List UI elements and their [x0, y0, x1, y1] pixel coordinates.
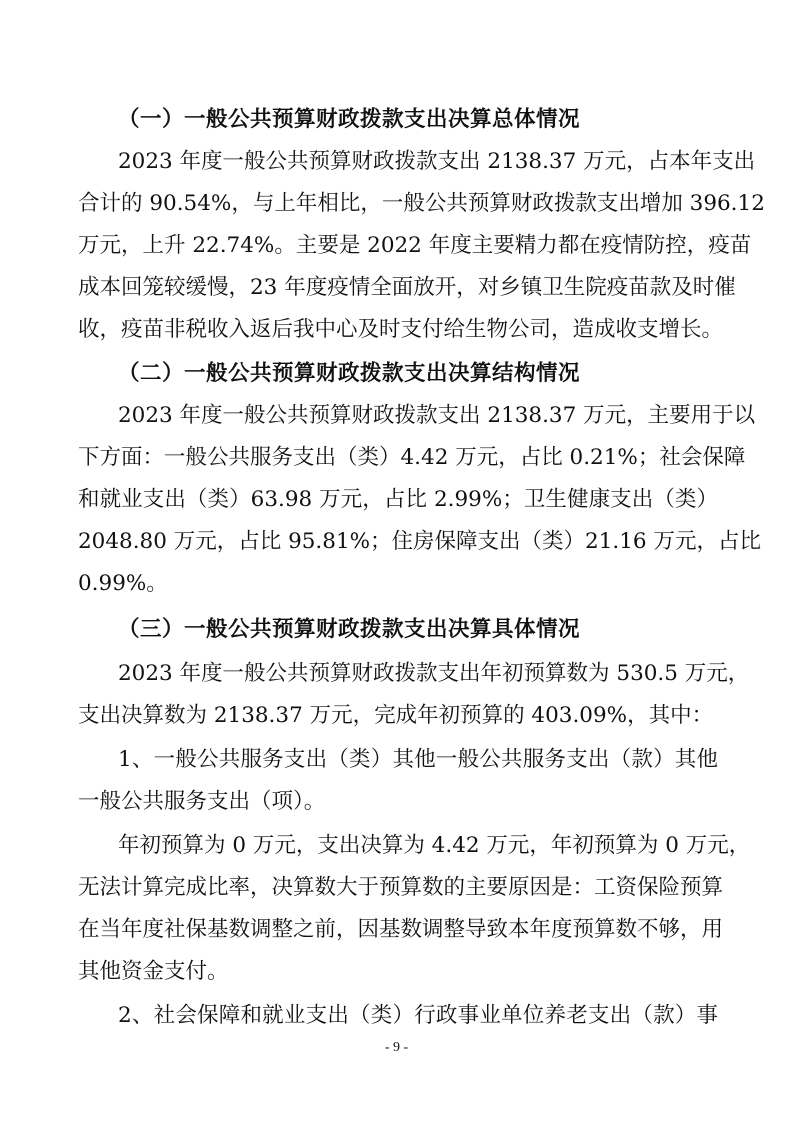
paragraph-line: 2、社会保障和就业支出（类）行政事业单位养老支出（款）事: [118, 1003, 718, 1028]
paragraph-line: 和就业支出（类）63.98 万元，占比 2.99%；卫生健康支出（类）: [78, 487, 718, 512]
paragraph-line: 在当年度社保基数调整之前，因基数调整导致本年度预算数不够，用: [78, 917, 724, 942]
paragraph-line: 2023 年度一般公共预算财政拨款支出年初预算数为 530.5 万元，: [118, 661, 750, 686]
paragraph-line: 其他资金支付。: [78, 959, 229, 984]
paragraph-line: 收，疫苗非税收入返后我中心及时支付给生物公司，造成收支增长。: [78, 317, 724, 342]
paragraph-line: 下方面：一般公共服务支出（类）4.42 万元，占比 0.21%；社会保障: [78, 445, 746, 470]
page-number: - 9 -: [384, 1040, 409, 1055]
paragraph-line: 0.99%。: [78, 571, 168, 596]
paragraph-line: 2048.80 万元，占比 95.81%；住房保障支出（类）21.16 万元，占比: [78, 529, 761, 554]
paragraph-line: 2023 年度一般公共预算财政拨款支出 2138.37 万元，占本年支出: [118, 149, 756, 174]
paragraph-line: 成本回笼较缓慢，23 年度疫情全面放开，对乡镇卫生院疫苗款及时催: [78, 275, 736, 300]
paragraph-line: 1、一般公共服务支出（类）其他一般公共服务支出（款）其他: [118, 747, 718, 772]
paragraph-line: 无法计算完成比率，决算数大于预算数的主要原因是：工资保险预算: [78, 875, 724, 900]
paragraph-line: 合计的 90.54%，与上年相比，一般公共预算财政拨款支出增加 396.12: [78, 191, 765, 216]
paragraph-line: 年初预算为 0 万元，支出决算为 4.42 万元，年初预算为 0 万元，: [118, 833, 751, 858]
section-heading-2: （二）一般公共预算财政拨款支出决算结构情况: [118, 361, 581, 386]
paragraph-line: 2023 年度一般公共预算财政拨款支出 2138.37 万元，主要用于以: [118, 403, 756, 428]
paragraph-line: 一般公共服务支出（项）。: [78, 789, 326, 814]
paragraph-line: 支出决算数为 2138.37 万元，完成年初预算的 403.09%，其中：: [78, 703, 714, 728]
section-heading-1: （一）一般公共预算财政拨款支出决算总体情况: [118, 107, 581, 132]
paragraph-line: 万元，上升 22.74%。主要是 2022 年度主要精力都在疫情防控，疫苗: [78, 233, 752, 258]
section-heading-3: （三）一般公共预算财政拨款支出决算具体情况: [118, 617, 581, 642]
